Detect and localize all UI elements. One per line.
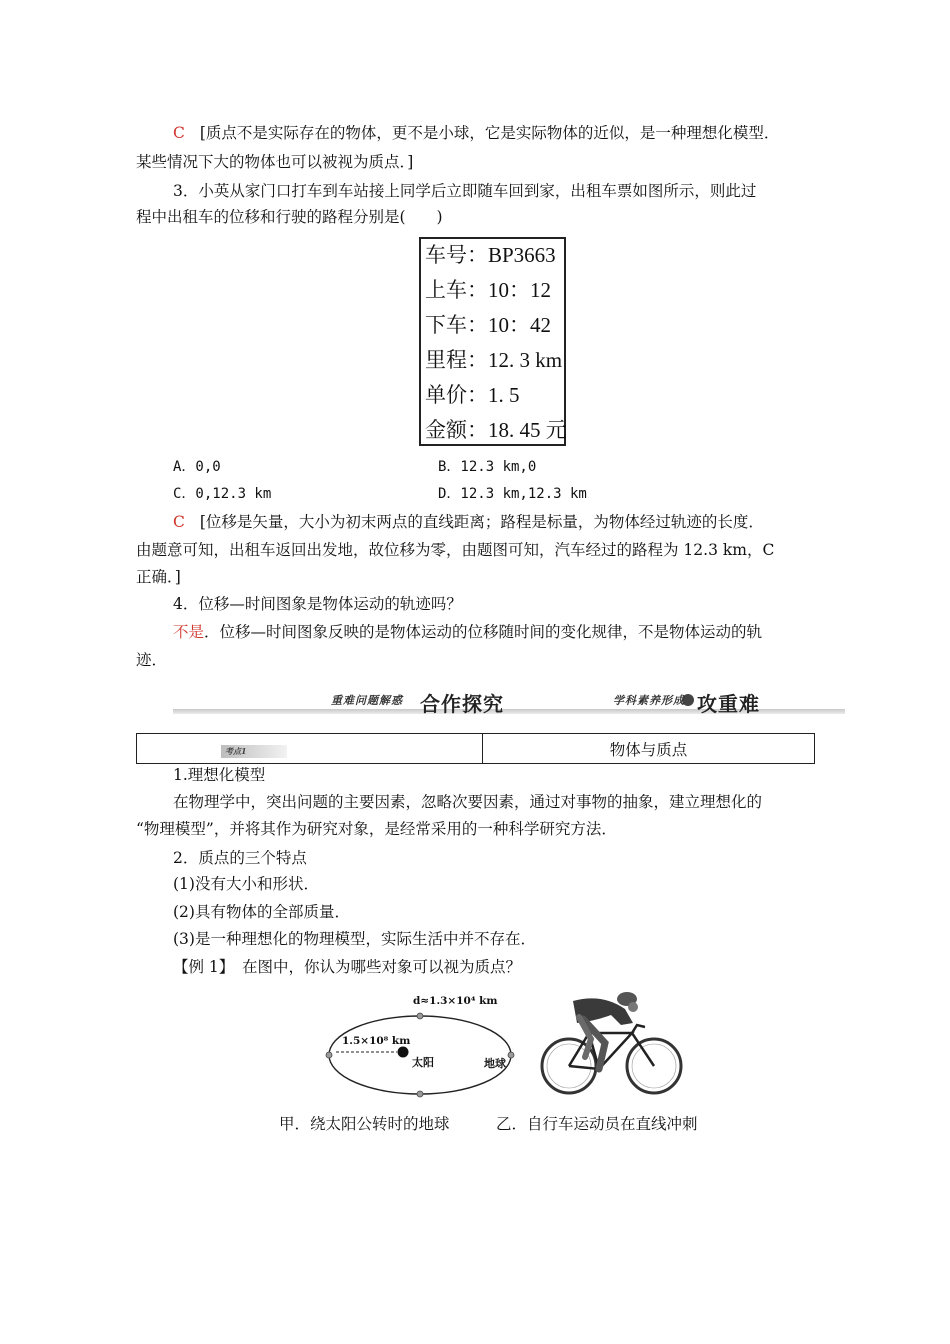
answer-letter: C bbox=[173, 124, 185, 142]
para-1-line-1: 在物理学中，突出问题的主要因素，忽略次要因素，通过对事物的抽象，建立理想化的 bbox=[173, 793, 763, 811]
radius-label: 1.5×10⁸ km bbox=[342, 1035, 411, 1047]
receipt-amount: 金额：18. 45 元 bbox=[425, 418, 567, 442]
q3-answer-line-3: 正确．] bbox=[136, 568, 181, 586]
q3-question-line-2: 程中出租车的位移和行驶的路程分别是( ) bbox=[136, 208, 443, 226]
banner-title-b: 攻重难 bbox=[697, 692, 760, 716]
para-1-line-2: “物理模型”，并将其作为研究对象，是经常采用的一种科学研究方法． bbox=[136, 820, 617, 838]
receipt-mileage: 里程：12. 3 km bbox=[425, 348, 563, 372]
option-d: D．12.3 km,12.3 km bbox=[438, 486, 587, 502]
receipt-board-time: 上车：10：12 bbox=[425, 278, 551, 302]
q3-answer-line-1 bbox=[173, 512, 764, 532]
answer-letter: C bbox=[173, 513, 185, 531]
list-item-1: (1)没有大小和形状． bbox=[173, 875, 319, 893]
receipt-unit-price: 单价：1. 5 bbox=[425, 383, 520, 407]
sun-label: 太阳 bbox=[412, 1056, 434, 1069]
q4-answer-line-2: 迹． bbox=[136, 651, 168, 669]
option-a: A．0,0 bbox=[173, 459, 221, 475]
q4-answer-line-1 bbox=[173, 622, 762, 642]
heading-2: 2．质点的三个特点 bbox=[173, 849, 307, 867]
earth-label: 地球 bbox=[484, 1057, 506, 1070]
earth-left-marker bbox=[326, 1052, 332, 1058]
earth-top-marker bbox=[417, 1013, 423, 1019]
section-banner bbox=[173, 688, 845, 722]
list-item-2: (2)具有物体的全部质量． bbox=[173, 903, 350, 921]
receipt-alight-time: 下车：10：42 bbox=[425, 313, 551, 337]
q4-question: 4．位移—时间图象是物体运动的轨迹吗？ bbox=[173, 595, 462, 613]
kaodian-title: 物体与质点 bbox=[483, 734, 815, 764]
kaodian-table bbox=[136, 733, 815, 764]
orbit-diagram bbox=[320, 988, 520, 1098]
banner-right-text: 学科素养形成 bbox=[613, 694, 685, 707]
caption-b: 乙．自行车运动员在直线冲刺 bbox=[496, 1115, 698, 1133]
banner-title-a: 合作探究 bbox=[420, 692, 504, 716]
answer-keyword: 不是 bbox=[173, 623, 205, 641]
q2-answer-line-1 bbox=[173, 123, 779, 143]
option-c: C．0,12.3 km bbox=[173, 486, 272, 502]
answer-text: [质点不是实际存在的物体，更不是小球，它是实际物体的近似，是一种理想化模型． bbox=[199, 124, 780, 142]
heading-1: 1.理想化模型 bbox=[173, 766, 266, 784]
answer-text: ．位移—时间图象反映的是物体运动的位移随时间的变化规律，不是物体运动的轨 bbox=[204, 623, 763, 641]
distance-label: d≈1.3×10⁴ km bbox=[413, 995, 498, 1007]
q3-question-line-1: 3．小英从家门口打车到车站接上同学后立即随车回到家，出租车票如图所示，则此过 bbox=[173, 182, 757, 200]
kaodian-tag: 考点1 bbox=[221, 745, 287, 758]
example-1: 【例 1】 在图中，你认为哪些对象可以视为质点？ bbox=[173, 958, 522, 976]
option-b: B．12.3 km,0 bbox=[438, 459, 537, 475]
q2-answer-line-2: 某些情况下大的物体也可以被视为质点．] bbox=[136, 153, 414, 171]
list-item-3: (3)是一种理想化的物理模型，实际生活中并不存在． bbox=[173, 930, 536, 948]
taxi-receipt bbox=[419, 237, 566, 446]
orbit-ellipse bbox=[329, 1016, 511, 1094]
banner-left-text: 重难问题解惑 bbox=[331, 694, 403, 707]
earth-right-marker bbox=[508, 1052, 514, 1058]
earth-bottom-marker bbox=[417, 1091, 423, 1097]
kaodian-tag-cell bbox=[137, 734, 483, 764]
caption-a: 甲．绕太阳公转时的地球 bbox=[279, 1115, 450, 1133]
answer-text: [位移是矢量，大小为初末两点的直线距离；路程是标量，为物体经过轨迹的长度． bbox=[199, 513, 764, 531]
sun-icon bbox=[398, 1047, 409, 1058]
receipt-car-no: 车号：BP3663 bbox=[425, 243, 556, 267]
q3-answer-line-2: 由题意可知，出租车返回出发地，故位移为零，由题图可知，汽车经过的路程为 12.3 km，C bbox=[136, 541, 775, 559]
cyclist-photo bbox=[537, 987, 687, 1105]
